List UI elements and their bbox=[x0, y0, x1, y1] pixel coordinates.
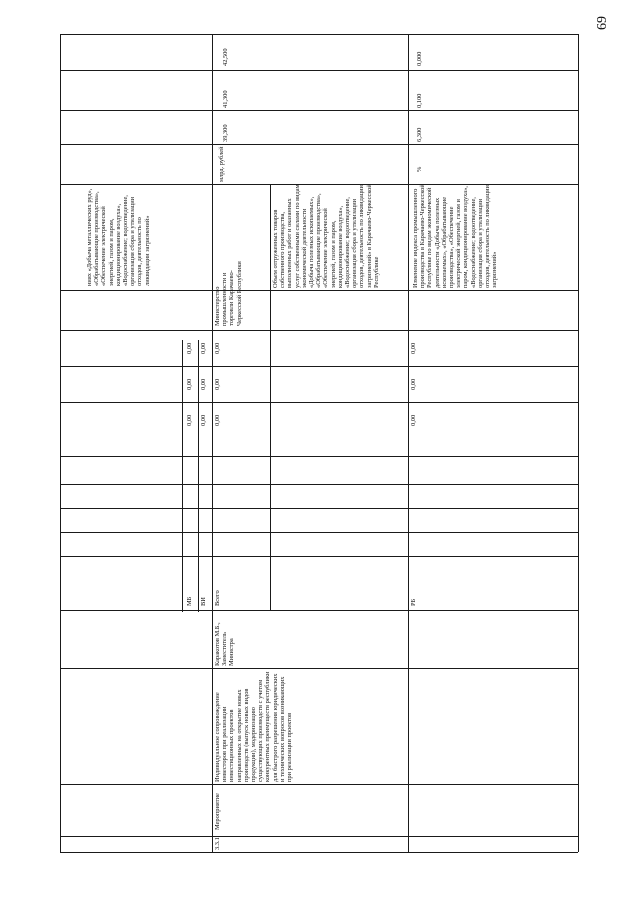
measure-description: Индивидуальное сопровождение инвесторов при реализации инвестиционных проектов направленных на открытие новых производств (выпуск новых видов продукции), модернизацию существующих производств с учетом конкурентных преимуществ республики для быстрого разрешения юридических и технических вопросов возникающих при реализации проектов bbox=[214, 671, 294, 782]
funding-label-total: Всего bbox=[214, 590, 221, 606]
measure-type-label: Мероприятие bbox=[214, 793, 221, 830]
table-border-right bbox=[578, 34, 579, 852]
funding-total-value-2: 0,00 bbox=[214, 378, 221, 390]
row-divider-10 bbox=[60, 484, 578, 485]
unit-percent: % bbox=[416, 166, 423, 172]
col-divider-b bbox=[198, 340, 199, 612]
row-divider-11 bbox=[60, 508, 578, 509]
funding-vi-value-1: 0,00 bbox=[200, 414, 207, 426]
row-divider-14 bbox=[60, 610, 578, 611]
funding-label-mb: МБ bbox=[186, 596, 193, 606]
col-divider-e bbox=[408, 34, 409, 852]
col-divider-d bbox=[270, 184, 271, 610]
row-divider-3 bbox=[60, 144, 578, 145]
row-divider-16 bbox=[60, 784, 578, 785]
funding-mb-value-2: 0,00 bbox=[186, 378, 193, 390]
measure-number: 3.3.1 bbox=[214, 837, 221, 850]
rb-value-1: 0,00 bbox=[410, 414, 417, 426]
row-divider-1 bbox=[60, 70, 578, 71]
funding-total-value-1: 0,00 bbox=[214, 414, 221, 426]
value-cell-1: 39,300 bbox=[222, 124, 229, 142]
indicator-shipped-goods: Объем отгруженных товаров собственного производства, выполненных работ и оказанных услуг собственными силами по видам экономической деятельности «Добыча полезных ископаемых», «Обрабатывающие производства», «Обеспечение электрической энергией, газом и паром, кондиционирование воздуха», «Водоснабжение; водоотведение, организация сбора и утилизации отходов, деятельность по ликвидации загрязнений» в Карачаево-Черкесской Республике bbox=[272, 184, 380, 288]
source-rb-label: РБ bbox=[410, 598, 417, 606]
rb-value-3: 0,00 bbox=[410, 342, 417, 354]
funding-mb-value-1: 0,00 bbox=[186, 414, 193, 426]
row-divider-2 bbox=[60, 110, 578, 111]
row-divider-7 bbox=[60, 366, 578, 367]
funding-vi-value-2: 0,00 bbox=[200, 378, 207, 390]
rb-value-2: 0,00 bbox=[410, 378, 417, 390]
funding-total-value-3: 0,00 bbox=[214, 342, 221, 354]
table-border-top bbox=[60, 34, 578, 35]
value-cell-2: 41,300 bbox=[222, 90, 229, 108]
row-divider-13 bbox=[60, 556, 578, 557]
row-divider-5 bbox=[60, 290, 578, 291]
row-divider-9 bbox=[60, 456, 578, 457]
funding-mb-value-3: 0,00 bbox=[186, 342, 193, 354]
indicator-value-1: 6,300 bbox=[416, 127, 423, 142]
program-name-continuation: ниях «Добыча металлических руд», «Обрабатывающие производства», «Обеспечение электрической энергией, газом и паром, кондиционирование воздуха», «Водоснабжение; водоотведение, организация сбора и утилизации отходов, деятельность по ликвидации загрязнений» bbox=[86, 188, 151, 286]
funding-label-vi: ВИ bbox=[200, 597, 207, 606]
value-cell-3: 42,500 bbox=[222, 48, 229, 66]
responsible-ministry: Министерство промышленности и торговли Карачаево-Черкесской Республики bbox=[214, 261, 243, 326]
table-border-bottom bbox=[60, 852, 578, 853]
indicator-production-index: Изменение индекса промышленного производства в Карачаево-Черкесской Республике по видам экономической деятельности «Добыча полезных ископаемых», «Обрабатывающие производства», «Обеспечение электрической энергией, газом и паром, кондиционирование воздуха», «Водоснабжение; водоотведение, организация сбора и утилизации отходов, деятельность по ликвидации загрязнений» bbox=[412, 184, 499, 288]
funding-vi-value-3: 0,00 bbox=[200, 342, 207, 354]
unit-bln-rubles: млрд. рублей bbox=[218, 146, 225, 182]
responsible-person: Каракотов М.Б., Заместитель Министра bbox=[214, 622, 236, 666]
row-divider-12 bbox=[60, 532, 578, 533]
row-divider-8 bbox=[60, 402, 578, 403]
row-divider-6 bbox=[60, 330, 578, 331]
indicator-value-3: 0,000 bbox=[416, 51, 423, 66]
table-border-left bbox=[60, 34, 61, 852]
page-number: 69 bbox=[595, 16, 610, 30]
row-divider-15 bbox=[60, 668, 578, 669]
col-divider-c bbox=[212, 34, 213, 852]
row-divider-17 bbox=[60, 836, 578, 837]
col-divider-a bbox=[182, 340, 183, 612]
indicator-value-2: 0,100 bbox=[416, 93, 423, 108]
